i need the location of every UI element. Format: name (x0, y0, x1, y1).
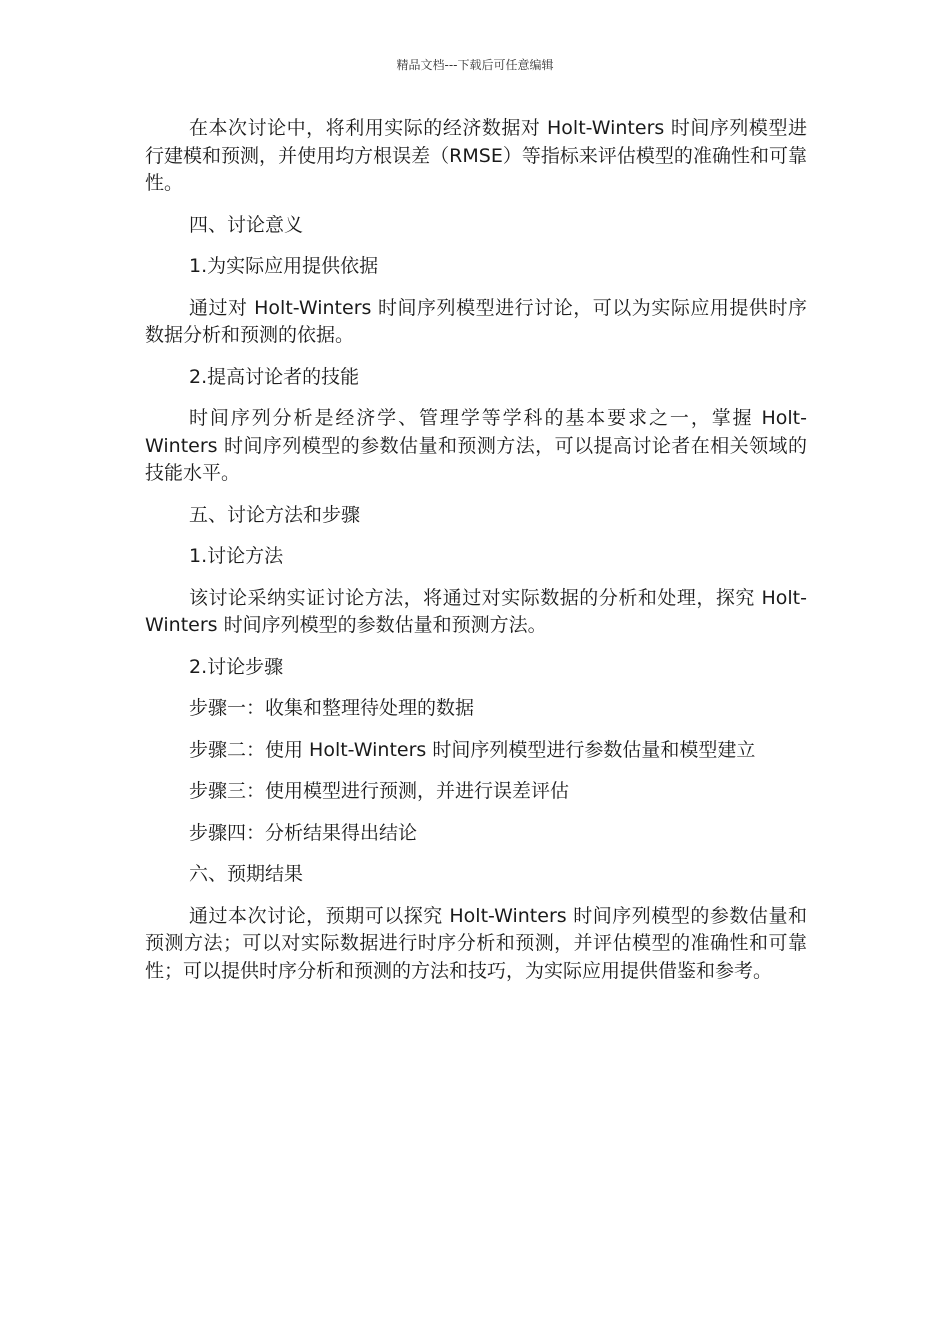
step-one: 步骤一：收集和整理待处理的数据 (189, 697, 475, 719)
step-four: 步骤四：分析结果得出结论 (189, 821, 418, 844)
section-heading-methods-steps: 五、讨论方法和步骤 (189, 503, 361, 526)
paragraph-improve-skills: 时间序列分析是经济学、管理学等学科的基本要求之一，掌握 Holt-Winters 时间序列模型的参数估量和预测方法，可以提高讨论者在相关领域的技能水平。 (145, 407, 807, 484)
section-heading-significance: 四、讨论意义 (189, 213, 304, 236)
paragraph-evaluation-intro: 在本次讨论中，将利用实际的经济数据对 Holt-Winters 时间序列模型进行建模和预测，并使用均方根误差（RMSE）等指标来评估模型的准确性和可靠性。 (145, 117, 807, 194)
subheading-steps: 2.讨论步骤 (189, 655, 284, 678)
section-heading-expected-results: 六、预期结果 (189, 863, 304, 885)
paragraph-methods: 该讨论采纳实证讨论方法，将通过对实际数据的分析和处理，探究 Holt-Winters 时间序列模型的参数估量和预测方法。 (145, 586, 807, 636)
document-body (145, 115, 807, 999)
paragraph-expected-results: 通过本次讨论，预期可以探究 Holt-Winters 时间序列模型的参数估量和预测方法；可以对实际数据进行时序分析和预测，并评估模型的准确性和可靠性；可以提供时序分析和预测的方法和技巧，为实际应用提供借鉴和参考。 (145, 904, 807, 982)
step-two: 步骤二：使用 Holt-Winters 时间序列模型进行参数估量和模型建立 (189, 738, 756, 761)
subheading-methods: 1.讨论方法 (189, 545, 284, 567)
step-three: 步骤三：使用模型进行预测，并进行误差评估 (189, 780, 570, 802)
page-header: 精品文档---下载后可任意编辑 (396, 58, 554, 72)
subheading-application-basis: 1.为实际应用提供依据 (189, 255, 379, 277)
subheading-improve-skills: 2.提高讨论者的技能 (189, 365, 360, 388)
paragraph-application-basis: 通过对 Holt-Winters 时间序列模型进行讨论，可以为实际应用提供时序数据分析和预测的依据。 (145, 296, 807, 346)
